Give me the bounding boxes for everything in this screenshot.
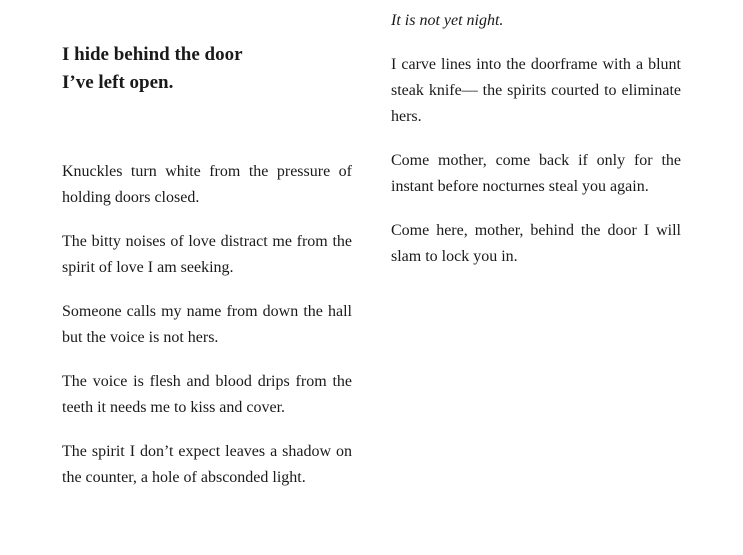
stanza: Come here, mother, behind the door I will slam to lock you in. xyxy=(391,222,681,265)
epigraph: It is not yet night. xyxy=(391,12,504,29)
right-stanzas xyxy=(391,8,681,288)
stanza: Knuckles turn white from the pressure of holding doors closed. xyxy=(62,163,352,206)
left-stanzas xyxy=(62,159,352,509)
stanza: The bitty noises of love distract me from the spirit of love I am seeking. xyxy=(62,233,352,276)
poem-title-line-1: I hide behind the door xyxy=(62,44,243,65)
poem-title-line-2: I’ve left open. xyxy=(62,72,174,93)
stanza: The spirit I don’t expect leaves a shadow on the counter, a hole of absconded light. xyxy=(62,443,352,486)
poem-title xyxy=(62,41,243,97)
stanza: Someone calls my name from down the hall but the voice is not hers. xyxy=(62,303,352,346)
stanza: Come mother, come back if only for the instant before nocturnes steal you again. xyxy=(391,152,681,195)
stanza: The voice is flesh and blood drips from the teeth it needs me to kiss and cover. xyxy=(62,373,352,416)
stanza: I carve lines into the doorframe with a blunt steak knife— the spirits courted to eliminate hers. xyxy=(391,56,681,125)
